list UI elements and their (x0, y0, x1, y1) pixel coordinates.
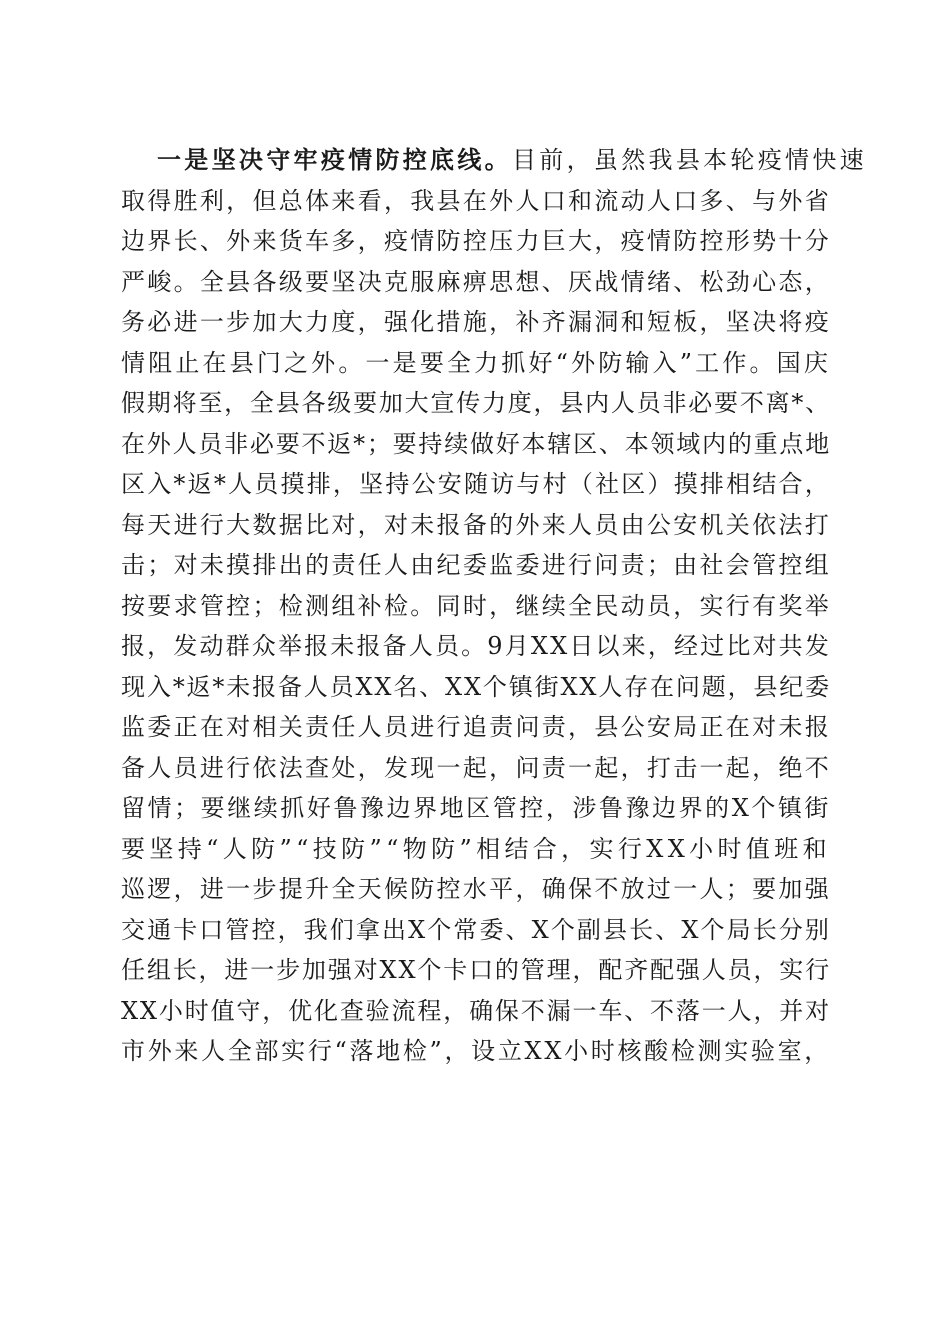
text-line: 务必进一步加大力度，强化措施，补齐漏洞和短板，坚决将疫 (121, 308, 831, 336)
text-line: 监委正在对相关责任人员进行追责问责，县公安局正在对未报 (121, 713, 831, 741)
paragraph-first-line (121, 140, 867, 181)
text-line: 情阻止在县门之外。一是要全力抓好“外防输入”工作。国庆 (121, 348, 831, 377)
text-line: 边界长、外来货车多，疫情防控压力巨大，疫情防控形势十分 (121, 227, 831, 255)
paragraph-heading: 一是坚决守牢疫情防控底线。 (157, 145, 512, 174)
first-line-text: 目前，虽然我县本轮疫情快速 (511, 146, 867, 174)
text-line: 按要求管控；检测组补检。同时，继续全民动员，实行有奖举 (121, 591, 831, 620)
text-line: 报，发动群众举报未报备人员。9月XX日以来，经过比对共发 (121, 632, 831, 660)
text-line: 严峻。全县各级要坚决克服麻痹思想、厌战情绪、松劲心态， (121, 267, 831, 296)
text-line: 备人员进行依法查处，发现一起，问责一起，打击一起，绝不 (121, 753, 831, 782)
text-line: 假期将至，全县各级要加大宣传力度，县内人员非必要不离*、 (121, 389, 831, 417)
text-line: 现入*返*未报备人员XX名、XX个镇街XX人存在问题，县纪委 (121, 672, 831, 701)
text-line: 在外人员非必要不返*；要持续做好本辖区、本领域内的重点地 (121, 429, 831, 458)
text-line: XX小时值守，优化查验流程，确保不漏一车、不落一人，并对 (121, 996, 831, 1025)
text-line: 取得胜利，但总体来看，我县在外人口和流动人口多、与外省 (121, 186, 831, 215)
text-line: 交通卡口管控，我们拿出X个常委、X个副县长、X个局长分别 (121, 915, 831, 944)
body-paragraph (121, 140, 867, 1072)
text-line: 每天进行大数据比对，对未报备的外来人员由公安机关依法打 (121, 510, 831, 539)
text-line: 巡逻，进一步提升全天候防控水平，确保不放过一人；要加强 (121, 875, 831, 903)
text-line: 任组长，进一步加强对XX个卡口的管理，配齐配强人员，实行 (121, 956, 831, 984)
text-line: 市外来人全部实行“落地检”，设立XX小时核酸检测实验室， (121, 1037, 831, 1065)
text-line: 要坚持“人防”“技防”“物防”相结合，实行XX小时值班和 (121, 834, 831, 863)
text-line: 区入*返*人员摸排，坚持公安随访与村（社区）摸排相结合， (121, 470, 831, 498)
text-line: 击；对未摸排出的责任人由纪委监委进行问责；由社会管控组 (121, 551, 831, 579)
text-line: 留情；要继续抓好鲁豫边界地区管控，涉鲁豫边界的X个镇街 (121, 794, 831, 822)
